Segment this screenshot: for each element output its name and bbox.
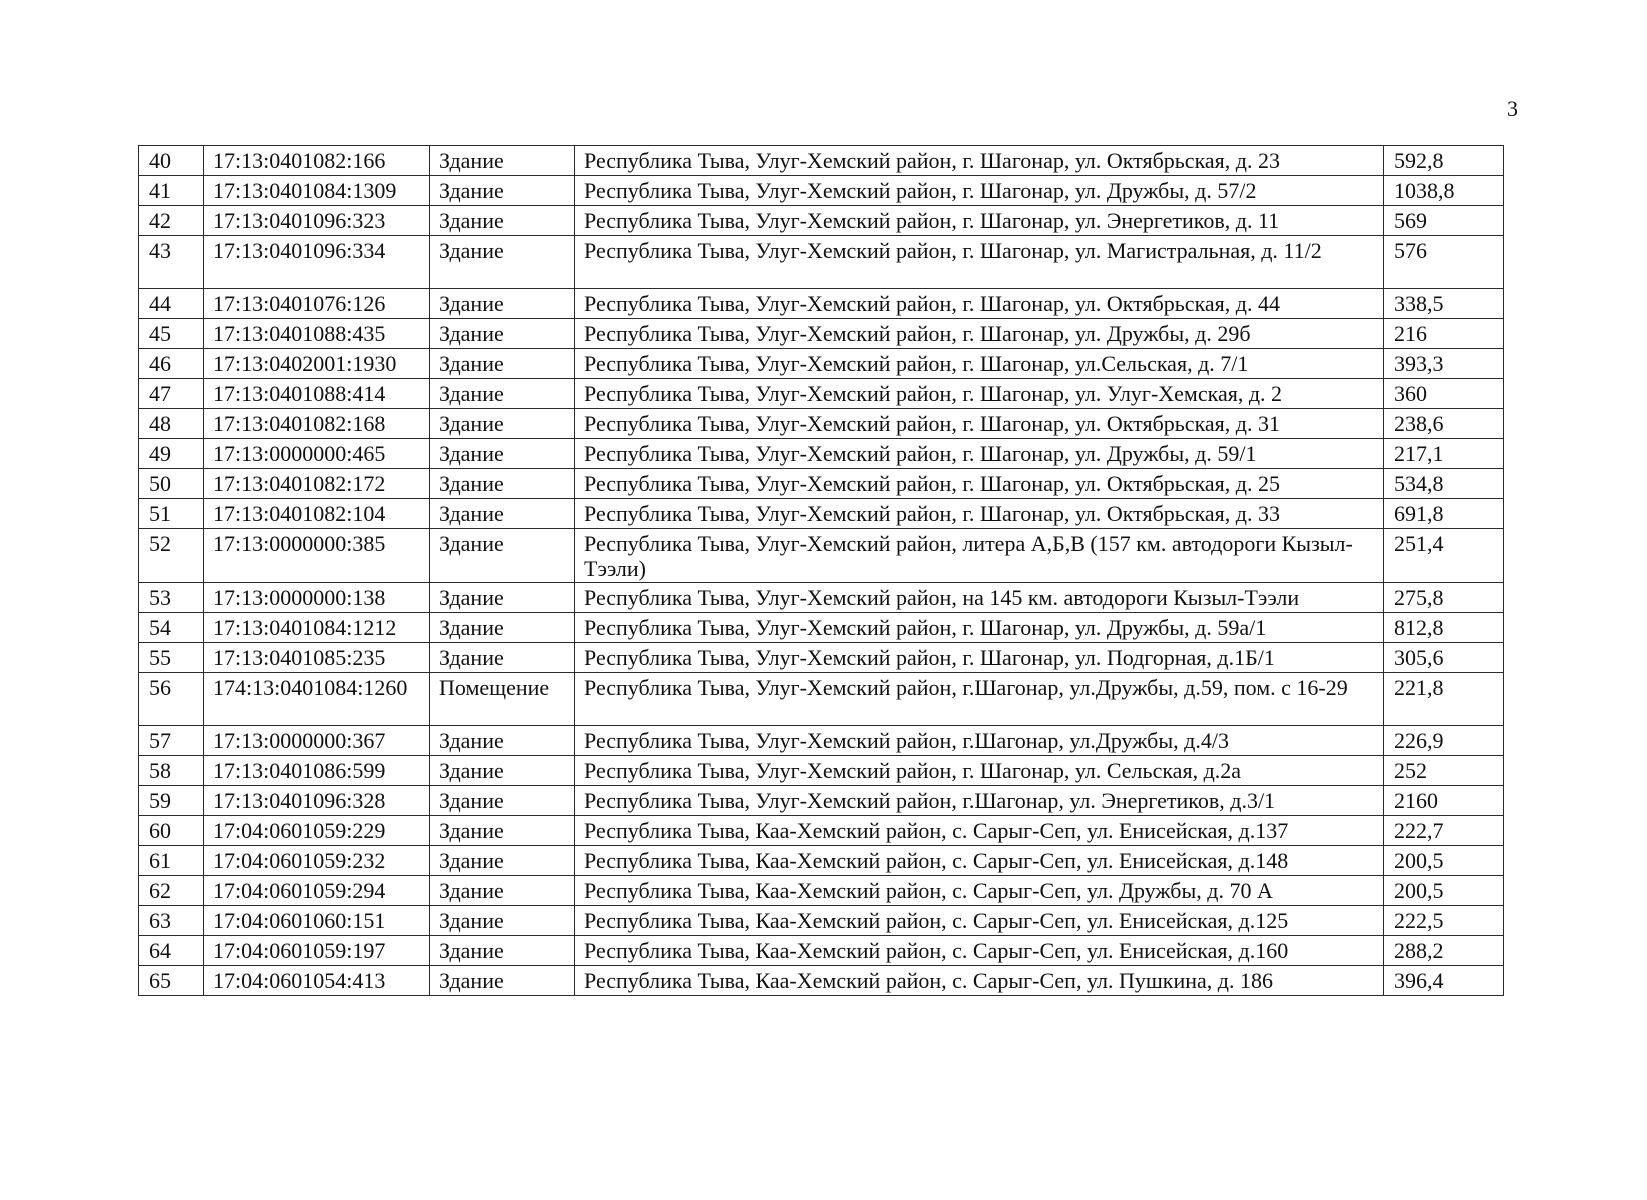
area-cell: 338,5 <box>1384 289 1504 319</box>
table-row <box>139 816 1504 846</box>
table-row <box>139 529 1504 583</box>
cadastral-number-cell: 17:13:0000000:367 <box>204 726 430 756</box>
area-cell: 1038,8 <box>1384 176 1504 206</box>
cadastral-number-cell: 17:04:0601059:197 <box>204 936 430 966</box>
cadastral-number-cell: 17:13:0401082:166 <box>204 146 430 176</box>
area-cell: 222,5 <box>1384 906 1504 936</box>
address-cell: Республика Тыва, Улуг-Хемский район, литера А,Б,В (157 км. автодороги Кызыл-Тээли) <box>575 529 1384 583</box>
row-number-cell: 60 <box>139 816 204 846</box>
address-cell: Республика Тыва, Каа-Хемский район, с. Сарыг-Сеп, ул. Енисейская, д.148 <box>575 846 1384 876</box>
area-cell: 393,3 <box>1384 349 1504 379</box>
object-type-cell: Здание <box>430 643 575 673</box>
cadastral-number-cell: 174:13:0401084:1260 <box>204 673 430 726</box>
area-cell: 576 <box>1384 236 1504 289</box>
area-cell: 222,7 <box>1384 816 1504 846</box>
row-number-cell: 41 <box>139 176 204 206</box>
area-cell: 251,4 <box>1384 529 1504 583</box>
row-number-cell: 56 <box>139 673 204 726</box>
cadastral-number-cell: 17:13:0401088:414 <box>204 379 430 409</box>
object-type-cell: Здание <box>430 499 575 529</box>
table-row <box>139 936 1504 966</box>
row-number-cell: 52 <box>139 529 204 583</box>
area-cell: 200,5 <box>1384 876 1504 906</box>
area-cell: 691,8 <box>1384 499 1504 529</box>
address-cell: Республика Тыва, Улуг-Хемский район, г. Шагонар, ул. Подгорная, д.1Б/1 <box>575 643 1384 673</box>
cadastral-number-cell: 17:04:0601054:413 <box>204 966 430 996</box>
object-type-cell: Здание <box>430 786 575 816</box>
row-number-cell: 53 <box>139 583 204 613</box>
row-number-cell: 51 <box>139 499 204 529</box>
table-row <box>139 499 1504 529</box>
area-cell: 226,9 <box>1384 726 1504 756</box>
page-number: 3 <box>1507 96 1518 121</box>
cadastral-number-cell: 17:13:0401076:126 <box>204 289 430 319</box>
cadastral-number-cell: 17:13:0401082:172 <box>204 469 430 499</box>
cadastral-number-cell: 17:13:0402001:1930 <box>204 349 430 379</box>
object-type-cell: Здание <box>430 936 575 966</box>
address-cell: Республика Тыва, Улуг-Хемский район, г. Шагонар, ул. Энергетиков, д. 11 <box>575 206 1384 236</box>
address-cell: Республика Тыва, Улуг-Хемский район, г.Шагонар, ул. Энергетиков, д.3/1 <box>575 786 1384 816</box>
object-type-cell: Здание <box>430 529 575 583</box>
row-number-cell: 59 <box>139 786 204 816</box>
row-number-cell: 46 <box>139 349 204 379</box>
row-number-cell: 64 <box>139 936 204 966</box>
row-number-cell: 50 <box>139 469 204 499</box>
object-type-cell: Здание <box>430 379 575 409</box>
cadastral-number-cell: 17:13:0401096:323 <box>204 206 430 236</box>
object-type-cell: Здание <box>430 236 575 289</box>
cadastral-number-cell: 17:04:0601059:229 <box>204 816 430 846</box>
object-type-cell: Здание <box>430 469 575 499</box>
area-cell: 592,8 <box>1384 146 1504 176</box>
property-table <box>138 145 1504 996</box>
cadastral-number-cell: 17:13:0401096:334 <box>204 236 430 289</box>
cadastral-number-cell: 17:13:0401086:599 <box>204 756 430 786</box>
cadastral-number-cell: 17:13:0401082:168 <box>204 409 430 439</box>
cadastral-number-cell: 17:13:0000000:138 <box>204 583 430 613</box>
object-type-cell: Здание <box>430 176 575 206</box>
table-row <box>139 206 1504 236</box>
area-cell: 360 <box>1384 379 1504 409</box>
address-cell: Республика Тыва, Улуг-Хемский район, г. Шагонар, ул. Дружбы, д. 29б <box>575 319 1384 349</box>
address-cell: Республика Тыва, Улуг-Хемский район, г. Шагонар, ул. Октябрьская, д. 33 <box>575 499 1384 529</box>
object-type-cell: Здание <box>430 876 575 906</box>
object-type-cell: Здание <box>430 846 575 876</box>
cadastral-number-cell: 17:04:0601059:294 <box>204 876 430 906</box>
table-row <box>139 349 1504 379</box>
row-number-cell: 42 <box>139 206 204 236</box>
area-cell: 288,2 <box>1384 936 1504 966</box>
area-cell: 534,8 <box>1384 469 1504 499</box>
row-number-cell: 54 <box>139 613 204 643</box>
table-row <box>139 726 1504 756</box>
address-cell: Республика Тыва, Улуг-Хемский район, г. Шагонар, ул. Дружбы, д. 57/2 <box>575 176 1384 206</box>
cadastral-number-cell: 17:04:0601059:232 <box>204 846 430 876</box>
row-number-cell: 48 <box>139 409 204 439</box>
row-number-cell: 63 <box>139 906 204 936</box>
address-cell: Республика Тыва, Каа-Хемский район, с. Сарыг-Сеп, ул. Енисейская, д.137 <box>575 816 1384 846</box>
address-cell: Республика Тыва, Улуг-Хемский район, г. Шагонар, ул. Октябрьская, д. 44 <box>575 289 1384 319</box>
object-type-cell: Помещение <box>430 673 575 726</box>
table-row <box>139 439 1504 469</box>
object-type-cell: Здание <box>430 349 575 379</box>
cadastral-number-cell: 17:13:0000000:385 <box>204 529 430 583</box>
address-cell: Республика Тыва, Улуг-Хемский район, г. Шагонар, ул. Магистральная, д. 11/2 <box>575 236 1384 289</box>
table-row <box>139 583 1504 613</box>
table-row <box>139 319 1504 349</box>
object-type-cell: Здание <box>430 966 575 996</box>
object-type-cell: Здание <box>430 816 575 846</box>
address-cell: Республика Тыва, Улуг-Хемский район, г. Шагонар, ул. Дружбы, д. 59/1 <box>575 439 1384 469</box>
address-cell: Республика Тыва, Каа-Хемский район, с. Сарыг-Сеп, ул. Енисейская, д.160 <box>575 936 1384 966</box>
area-cell: 396,4 <box>1384 966 1504 996</box>
table-row <box>139 236 1504 289</box>
area-cell: 569 <box>1384 206 1504 236</box>
address-cell: Республика Тыва, Каа-Хемский район, с. Сарыг-Сеп, ул. Пушкина, д. 186 <box>575 966 1384 996</box>
table-row <box>139 756 1504 786</box>
area-cell: 275,8 <box>1384 583 1504 613</box>
address-cell: Республика Тыва, Улуг-Хемский район, г. Шагонар, ул. Сельская, д.2а <box>575 756 1384 786</box>
address-cell: Республика Тыва, Улуг-Хемский район, на 145 км. автодороги Кызыл-Тээли <box>575 583 1384 613</box>
row-number-cell: 55 <box>139 643 204 673</box>
table-row <box>139 146 1504 176</box>
object-type-cell: Здание <box>430 206 575 236</box>
table-row <box>139 673 1504 726</box>
row-number-cell: 43 <box>139 236 204 289</box>
row-number-cell: 49 <box>139 439 204 469</box>
cadastral-number-cell: 17:13:0401084:1212 <box>204 613 430 643</box>
area-cell: 812,8 <box>1384 613 1504 643</box>
address-cell: Республика Тыва, Улуг-Хемский район, г. Шагонар, ул.Сельская, д. 7/1 <box>575 349 1384 379</box>
property-table-body <box>139 146 1504 996</box>
table-row <box>139 469 1504 499</box>
address-cell: Республика Тыва, Улуг-Хемский район, г. Шагонар, ул. Октябрьская, д. 25 <box>575 469 1384 499</box>
area-cell: 305,6 <box>1384 643 1504 673</box>
row-number-cell: 65 <box>139 966 204 996</box>
table-row <box>139 613 1504 643</box>
row-number-cell: 58 <box>139 756 204 786</box>
table-row <box>139 176 1504 206</box>
row-number-cell: 61 <box>139 846 204 876</box>
cadastral-number-cell: 17:13:0401084:1309 <box>204 176 430 206</box>
table-row <box>139 409 1504 439</box>
row-number-cell: 62 <box>139 876 204 906</box>
object-type-cell: Здание <box>430 756 575 786</box>
cadastral-number-cell: 17:13:0401082:104 <box>204 499 430 529</box>
object-type-cell: Здание <box>430 583 575 613</box>
row-number-cell: 57 <box>139 726 204 756</box>
address-cell: Республика Тыва, Улуг-Хемский район, г. Шагонар, ул. Октябрьская, д. 31 <box>575 409 1384 439</box>
table-row <box>139 846 1504 876</box>
cadastral-number-cell: 17:13:0401088:435 <box>204 319 430 349</box>
address-cell: Республика Тыва, Каа-Хемский район, с. Сарыг-Сеп, ул. Дружбы, д. 70 А <box>575 876 1384 906</box>
object-type-cell: Здание <box>430 613 575 643</box>
object-type-cell: Здание <box>430 146 575 176</box>
cadastral-number-cell: 17:13:0401096:328 <box>204 786 430 816</box>
area-cell: 200,5 <box>1384 846 1504 876</box>
table-row <box>139 906 1504 936</box>
row-number-cell: 40 <box>139 146 204 176</box>
cadastral-number-cell: 17:13:0000000:465 <box>204 439 430 469</box>
table-row <box>139 966 1504 996</box>
address-cell: Республика Тыва, Каа-Хемский район, с. Сарыг-Сеп, ул. Енисейская, д.125 <box>575 906 1384 936</box>
area-cell: 238,6 <box>1384 409 1504 439</box>
row-number-cell: 47 <box>139 379 204 409</box>
address-cell: Республика Тыва, Улуг-Хемский район, г. Шагонар, ул. Октябрьская, д. 23 <box>575 146 1384 176</box>
object-type-cell: Здание <box>430 409 575 439</box>
row-number-cell: 44 <box>139 289 204 319</box>
object-type-cell: Здание <box>430 726 575 756</box>
object-type-cell: Здание <box>430 439 575 469</box>
object-type-cell: Здание <box>430 906 575 936</box>
address-cell: Республика Тыва, Улуг-Хемский район, г.Шагонар, ул.Дружбы, д.59, пом. с 16-29 <box>575 673 1384 726</box>
address-cell: Республика Тыва, Улуг-Хемский район, г.Шагонар, ул.Дружбы, д.4/3 <box>575 726 1384 756</box>
table-row <box>139 379 1504 409</box>
address-cell: Республика Тыва, Улуг-Хемский район, г. Шагонар, ул. Улуг-Хемская, д. 2 <box>575 379 1384 409</box>
object-type-cell: Здание <box>430 319 575 349</box>
address-cell: Республика Тыва, Улуг-Хемский район, г. Шагонар, ул. Дружбы, д. 59а/1 <box>575 613 1384 643</box>
table-row <box>139 786 1504 816</box>
cadastral-number-cell: 17:13:0401085:235 <box>204 643 430 673</box>
area-cell: 216 <box>1384 319 1504 349</box>
table-row <box>139 643 1504 673</box>
object-type-cell: Здание <box>430 289 575 319</box>
area-cell: 217,1 <box>1384 439 1504 469</box>
table-row <box>139 876 1504 906</box>
table-row <box>139 289 1504 319</box>
cadastral-number-cell: 17:04:0601060:151 <box>204 906 430 936</box>
area-cell: 221,8 <box>1384 673 1504 726</box>
area-cell: 252 <box>1384 756 1504 786</box>
area-cell: 2160 <box>1384 786 1504 816</box>
row-number-cell: 45 <box>139 319 204 349</box>
